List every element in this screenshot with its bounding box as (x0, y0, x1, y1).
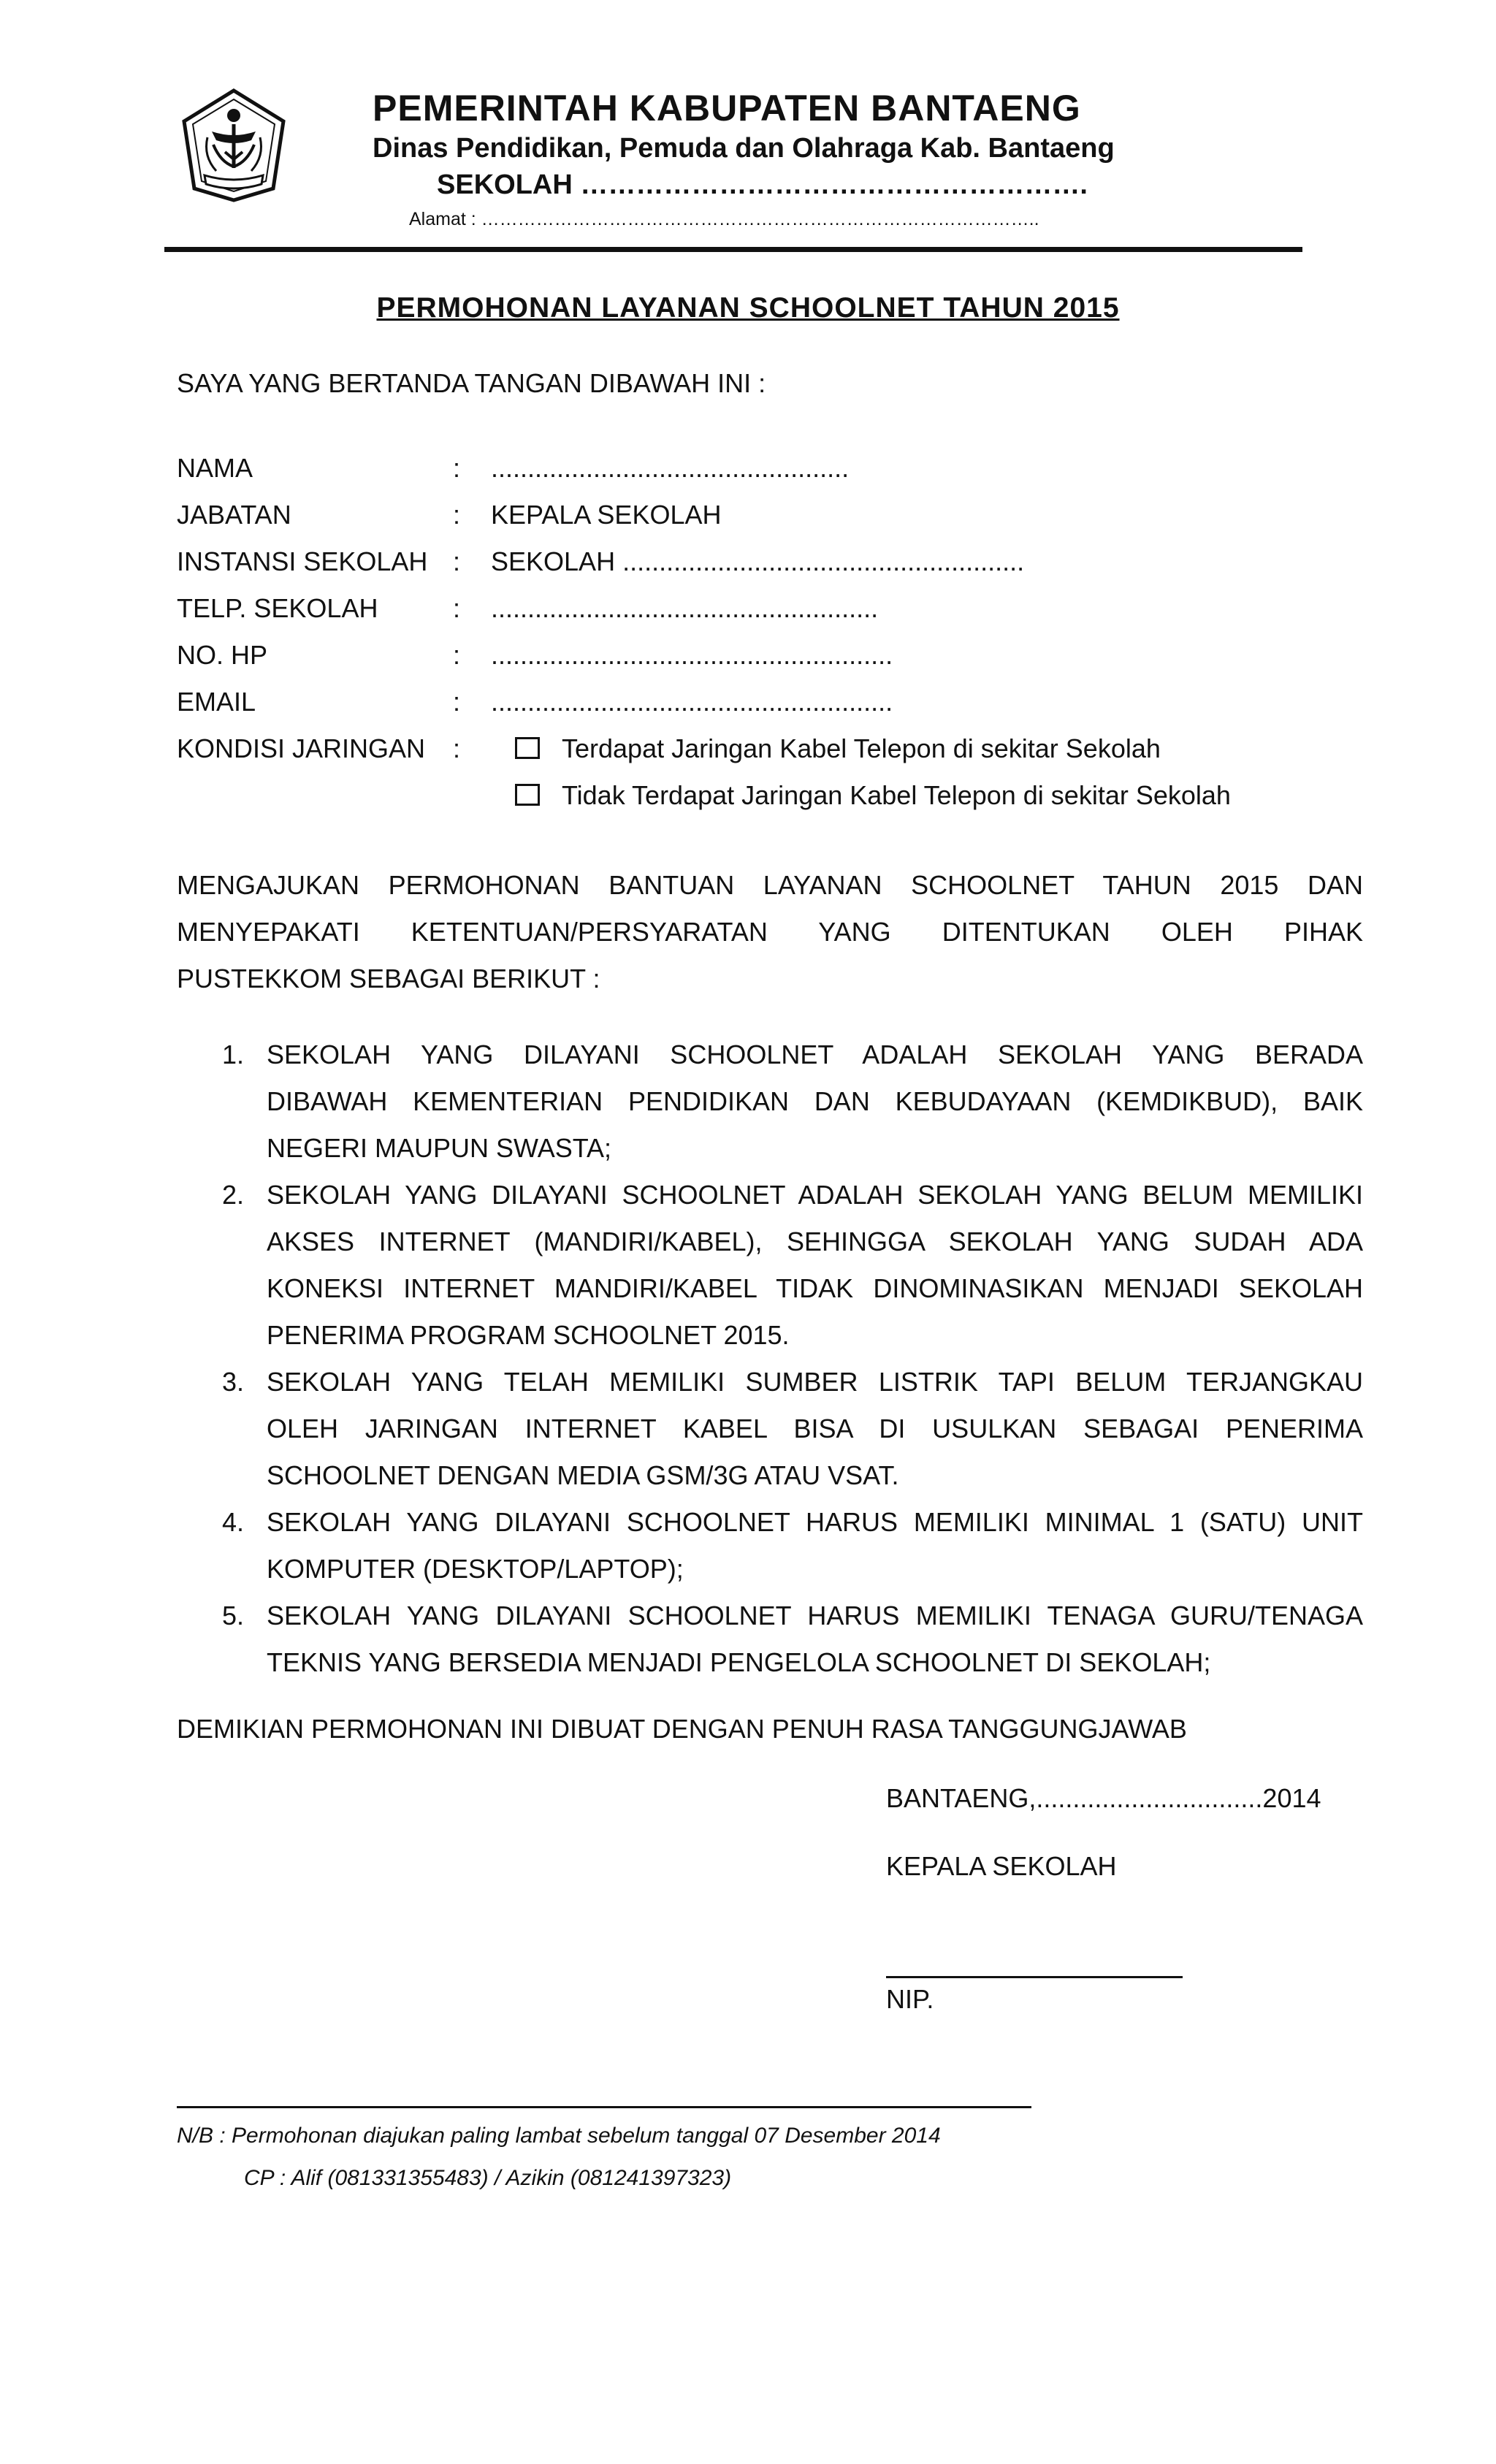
document-title: PERMOHONAN LAYANAN SCHOOLNET TAHUN 2015 (376, 292, 1120, 324)
letterhead (373, 86, 1286, 235)
field-value[interactable]: ....................................................... (491, 687, 893, 717)
field-value: KEPALA SEKOLAH (491, 500, 722, 530)
field-colon: : (453, 546, 461, 576)
field-kondisi-jaringan-alt (177, 772, 1375, 819)
letterhead-address: Alamat : ……………………………………………………………………………….. (409, 209, 1039, 229)
field-colon: : (453, 733, 461, 763)
applicant-fields (177, 445, 1375, 819)
field-label: JABATAN (177, 500, 291, 530)
letterhead-government: PEMERINTAH KABUPATEN BANTAENG (373, 88, 1081, 129)
field-telp-sekolah (177, 585, 1375, 632)
field-kondisi-jaringan (177, 725, 1375, 772)
field-value[interactable]: SEKOLAH ....................................................... (491, 546, 1025, 576)
field-value[interactable]: ..................................................... (491, 593, 879, 623)
field-colon: : (453, 593, 461, 623)
list-item (177, 1499, 1363, 1593)
field-label: EMAIL (177, 687, 256, 717)
field-email (177, 679, 1375, 725)
field-colon: : (453, 453, 461, 483)
field-label: KONDISI JARINGAN (177, 733, 426, 763)
list-item (177, 1031, 1363, 1172)
list-line: AKSES INTERNET (MANDIRI/KABEL), SEHINGGA SEKOLAH YANG SUDAH ADA (267, 1227, 1363, 1256)
paragraph-line: MENGAJUKAN PERMOHONAN BANTUAN LAYANAN SCHOOLNET TAHUN 2015 DAN (177, 870, 1363, 900)
list-item (177, 1593, 1363, 1686)
bantaeng-emblem-logo (175, 86, 292, 203)
list-number: 2. (222, 1180, 245, 1210)
request-paragraph (177, 862, 1363, 1002)
signature-place-date[interactable]: BANTAENG,...............................2014 (886, 1783, 1321, 1813)
letterhead-department: Dinas Pendidikan, Pemuda dan Olahraga Kab. Bantaeng (373, 133, 1115, 164)
checkbox-label: Terdapat Jaringan Kabel Telepon di sekitar Sekolah (562, 733, 1161, 763)
field-value[interactable]: ....................................................... (491, 640, 893, 670)
list-line: KOMPUTER (DESKTOP/LAPTOP); (267, 1554, 684, 1584)
field-colon: : (453, 687, 461, 717)
field-instansi-sekolah (177, 538, 1375, 585)
field-label: NO. HP (177, 640, 268, 670)
field-label: NAMA (177, 453, 253, 483)
field-colon: : (453, 500, 461, 530)
checkbox-label: Tidak Terdapat Jaringan Kabel Telepon di sekitar Sekolah (562, 780, 1231, 810)
checkbox-ada-jaringan[interactable] (515, 737, 540, 759)
list-line: KONEKSI INTERNET MANDIRI/KABEL TIDAK DINOMINASIKAN MENJADI SEKOLAH (267, 1273, 1363, 1303)
footnote-deadline: N/B : Permohonan diajukan paling lambat sebelum tanggal 07 Desember 2014 (177, 2124, 941, 2148)
field-label: TELP. SEKOLAH (177, 593, 378, 623)
list-item (177, 1359, 1363, 1499)
list-number: 3. (222, 1367, 245, 1397)
field-jabatan (177, 492, 1375, 538)
list-line: DIBAWAH KEMENTERIAN PENDIDIKAN DAN KEBUDAYAAN (KEMDIKBUD), BAIK (267, 1086, 1363, 1116)
paragraph-line: MENYEPAKATI KETENTUAN/PERSYARATAN YANG DITENTUKAN OLEH PIHAK (177, 917, 1363, 947)
list-number: 5. (222, 1601, 245, 1630)
signature-role: KEPALA SEKOLAH (886, 1851, 1117, 1881)
signature-nip[interactable]: NIP. (886, 1984, 934, 2014)
list-number: 4. (222, 1507, 245, 1537)
footnote (177, 2115, 941, 2200)
list-line: PENERIMA PROGRAM SCHOOLNET 2015. (267, 1320, 790, 1350)
field-no-hp (177, 632, 1375, 679)
field-nama (177, 445, 1375, 492)
intro-text: SAYA YANG BERTANDA TANGAN DIBAWAH INI : (177, 368, 766, 398)
footnote-contact: CP : Alif (081331355483) / Azikin (081241397323) (244, 2166, 732, 2190)
field-value[interactable]: ................................................. (491, 453, 850, 483)
list-number: 1. (222, 1040, 245, 1069)
footnote-divider (177, 2106, 1031, 2108)
list-line: SEKOLAH YANG DILAYANI SCHOOLNET HARUS MEMILIKI TENAGA GURU/TENAGA (267, 1601, 1363, 1630)
list-line: SEKOLAH YANG DILAYANI SCHOOLNET ADALAH SEKOLAH YANG BERADA (267, 1040, 1363, 1069)
list-line: SEKOLAH YANG DILAYANI SCHOOLNET HARUS MEMILIKI MINIMAL 1 (SATU) UNIT (267, 1507, 1363, 1537)
checkbox-tidak-ada-jaringan[interactable] (515, 784, 540, 806)
letterhead-divider (164, 247, 1302, 252)
list-line: OLEH JARINGAN INTERNET KABEL BISA DI USULKAN SEBAGAI PENERIMA (267, 1414, 1363, 1443)
letterhead-school: SEKOLAH ………………………………………………. (437, 169, 1088, 200)
list-line: SEKOLAH YANG TELAH MEMILIKI SUMBER LISTRIK TAPI BELUM TERJANGKAU (267, 1367, 1363, 1397)
list-line: SCHOOLNET DENGAN MEDIA GSM/3G ATAU VSAT. (267, 1460, 899, 1490)
field-label: INSTANSI SEKOLAH (177, 546, 428, 576)
closing-statement: DEMIKIAN PERMOHONAN INI DIBUAT DENGAN PENUH RASA TANGGUNGJAWAB (177, 1714, 1187, 1744)
requirements-list (177, 1031, 1363, 1686)
list-item (177, 1172, 1363, 1359)
list-line: TEKNIS YANG BERSEDIA MENJADI PENGELOLA SCHOOLNET DI SEKOLAH; (267, 1647, 1211, 1677)
list-line: SEKOLAH YANG DILAYANI SCHOOLNET ADALAH SEKOLAH YANG BELUM MEMILIKI (267, 1180, 1363, 1210)
paragraph-line: PUSTEKKOM SEBAGAI BERIKUT : (177, 964, 600, 993)
field-colon: : (453, 640, 461, 670)
list-line: NEGERI MAUPUN SWASTA; (267, 1133, 612, 1163)
